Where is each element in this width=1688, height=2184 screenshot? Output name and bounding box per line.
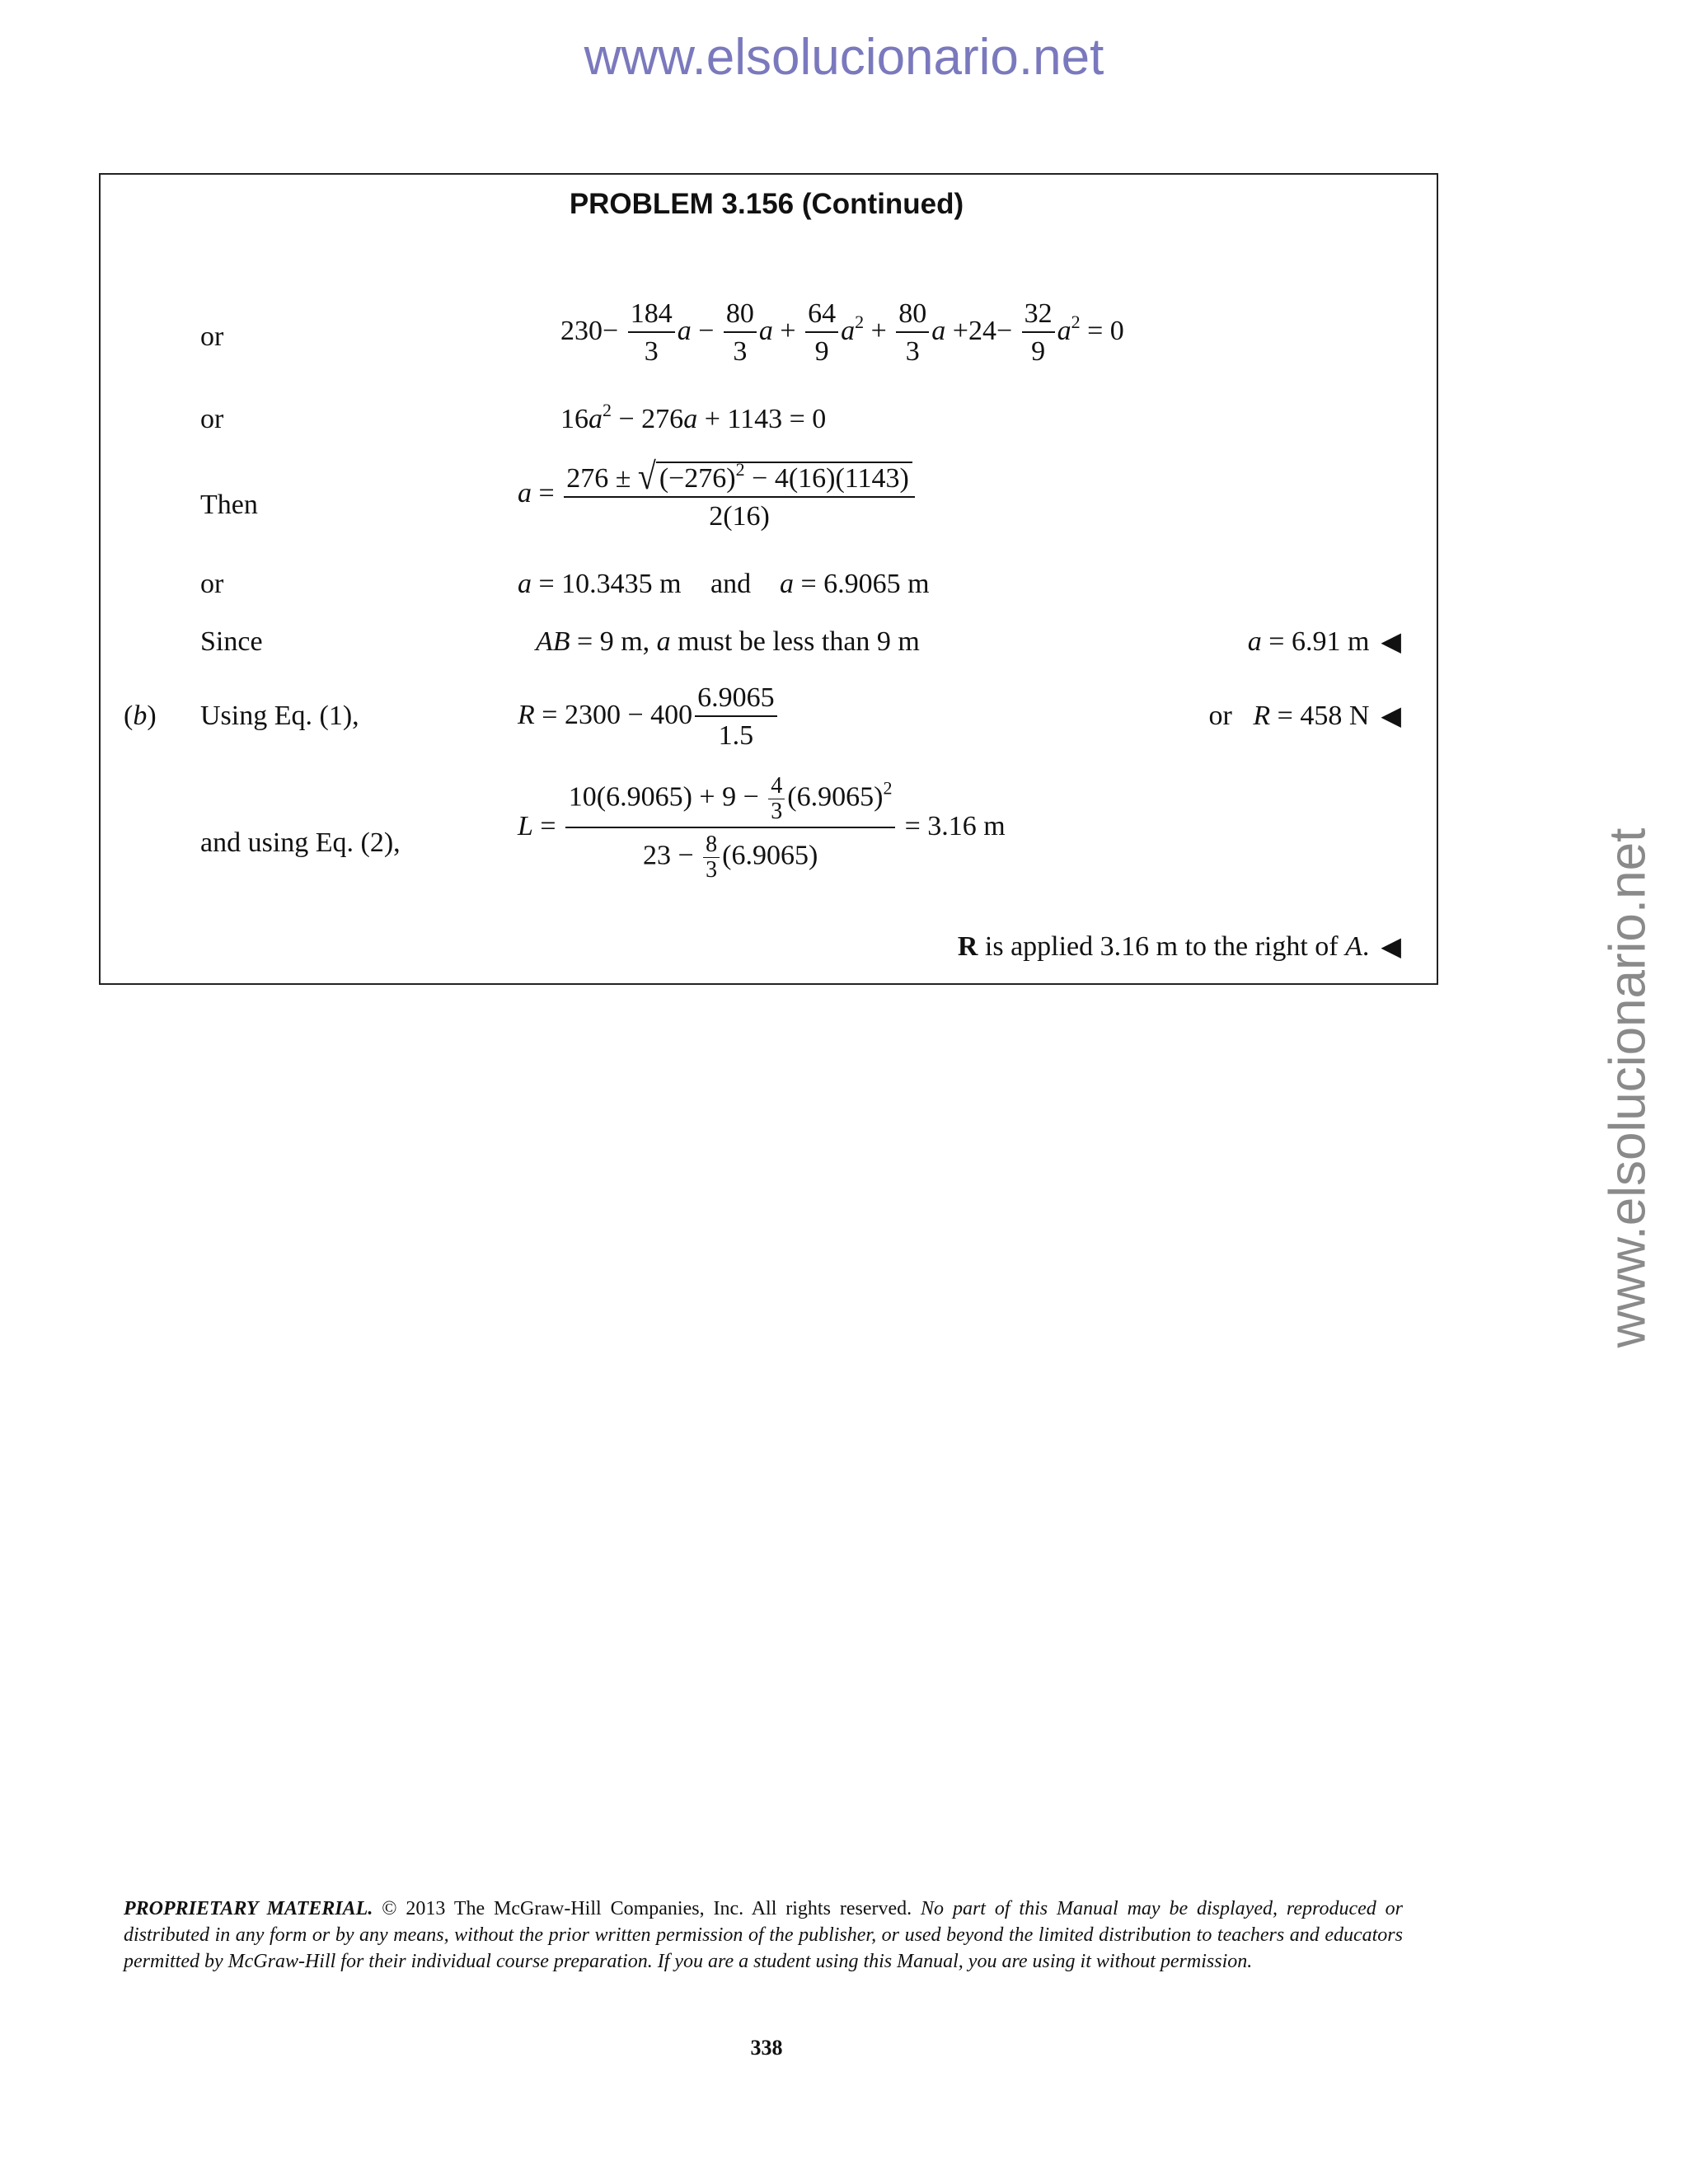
fraction: $\frac{80}{3}$	[724, 300, 757, 366]
answer-marker-icon: ◀	[1381, 626, 1401, 657]
page-number: 338	[750, 2036, 783, 2060]
equation-line3: a = $\frac{276 \pm √ (-276)^2 - 4(16)(1143)}{2(16)}$	[518, 460, 917, 531]
equation-line4: a = 10.3435 m	[518, 569, 682, 599]
watermark-side: www.elsolucionario.net	[1599, 827, 1657, 1348]
equation-line5: AB = 9 m, a must be less than 9 m	[536, 626, 920, 657]
fraction: $\frac{184}{3}$	[628, 300, 675, 366]
line5-label: Since	[200, 626, 263, 657]
answer-marker-icon: ◀	[1381, 700, 1401, 731]
quadratic-fraction: $\frac{276 \pm √ (-276)^2 - 4(16)(1143)}{2(16)}$	[564, 460, 915, 531]
radical-icon: √	[637, 454, 656, 498]
equation-line6: R = 2300 − 400 $\frac{6.9065}{1.5}$	[518, 684, 780, 750]
equation-line7: L = 10(6.9065) + 9 − $\frac{4}{3}$ $(6.9065)^2$ 23 − $\frac{8}{3}$ (6.9065) = 3.16 m	[518, 773, 1006, 883]
answer-r: or R = 458 N ◀	[1208, 700, 1401, 731]
fraction: $\frac{64}{9}$	[805, 300, 838, 366]
fraction-L: 10(6.9065) + 9 − $\frac{4}{3}$ $(6.9065)^2$ 23 − $\frac{8}{3}$ (6.9065)	[565, 775, 895, 882]
copyright-footer: PROPRIETARY MATERIAL. © 2013 The McGraw-Hill Companies, Inc. All rights reserved. No part of this Manual may be displayed, reproduced or distributed in any form or by any means, without the prior written permission of the publisher, or used beyond the limited distribution to teachers and educators permitted by McGraw-Hill for their individual course preparation. If you are a student using this Manual, you are using it without permission.	[124, 1898, 1403, 1972]
line4-and: and	[710, 569, 752, 599]
line6-label: Using Eq. (1),	[200, 701, 359, 731]
line1-label: or	[200, 321, 224, 352]
fraction: $\frac{32}{9}$	[1022, 300, 1055, 366]
part-b-label: (b)	[124, 701, 157, 731]
problem-title: PROBLEM 3.156 (Continued)	[569, 188, 964, 220]
line2-label: or	[200, 404, 224, 434]
answer-a: a = 6.91 m ◀	[1247, 626, 1401, 657]
line4-label: or	[200, 569, 224, 599]
fraction: $\frac{6.9065}{1.5}$	[695, 684, 777, 750]
conclusion: R is applied 3.16 m to the right of A. ◀	[957, 930, 1401, 962]
watermark-top: www.elsolucionario.net	[584, 29, 1104, 86]
equation-line4b: a = 6.9065 m	[780, 569, 930, 599]
fraction: $\frac{80}{3}$	[896, 300, 929, 366]
equation-line1: 230− $\frac{184}{3}$ a − $\frac{80}{3}$ a + $\frac{64}{9}$ $a^2$ + $\frac{80}{3}$ a +24− $\frac{32}{9}$ $a^2 = 0$	[560, 298, 1124, 367]
line3-label: Then	[200, 490, 258, 520]
line7-label: and using Eq. (2),	[200, 827, 401, 858]
equation-line2: $16a^2 - 276a + 1143 = 0$	[560, 400, 827, 434]
answer-marker-icon: ◀	[1381, 930, 1401, 962]
